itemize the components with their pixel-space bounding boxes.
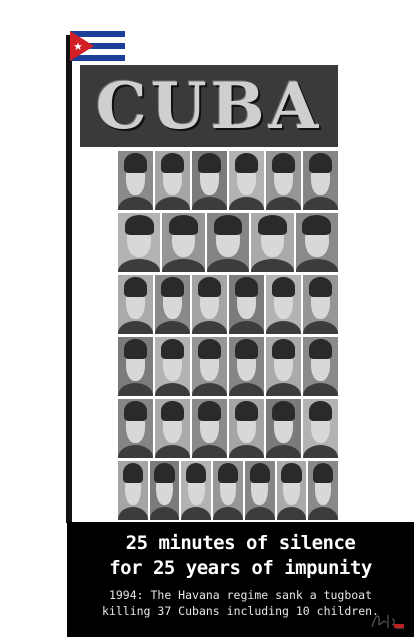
- flag-pole: [66, 35, 72, 523]
- photo-row: [118, 275, 338, 334]
- victim-portrait: [308, 461, 338, 520]
- victim-portrait: [266, 275, 301, 334]
- victim-portrait: [155, 337, 190, 396]
- victim-portrait: [192, 151, 227, 210]
- artist-signature: [370, 611, 406, 631]
- victim-portrait: [229, 151, 264, 210]
- victim-portrait: [277, 461, 307, 520]
- victim-portrait: [118, 399, 153, 458]
- victim-portrait: [155, 151, 190, 210]
- victim-portrait: [303, 151, 338, 210]
- victim-portrait: [303, 399, 338, 458]
- victim-portrait: [303, 337, 338, 396]
- victim-portrait: [213, 461, 243, 520]
- victim-portrait: [245, 461, 275, 520]
- photo-row: [118, 213, 338, 272]
- subtext-line-1: 1994: The Havana regime sank a tugboat: [108, 588, 373, 602]
- headline-line-2: for 25 years of impunity: [109, 557, 372, 579]
- cuba-banner: [80, 65, 338, 147]
- victim-portrait: [229, 399, 264, 458]
- victim-portrait: [266, 399, 301, 458]
- victim-portrait: [118, 151, 153, 210]
- victim-portrait: [229, 275, 264, 334]
- victim-portrait: [162, 213, 204, 272]
- victim-portrait: [181, 461, 211, 520]
- victim-portrait: [118, 461, 148, 520]
- victim-portrait: [118, 337, 153, 396]
- victim-portrait: [229, 337, 264, 396]
- photo-row: [118, 151, 338, 210]
- photo-row: [118, 337, 338, 396]
- victim-portrait: [155, 399, 190, 458]
- victim-portrait: [150, 461, 180, 520]
- victim-portrait: [303, 275, 338, 334]
- victim-portrait: [155, 275, 190, 334]
- victim-portrait: [192, 399, 227, 458]
- victim-portrait: [192, 337, 227, 396]
- victim-portrait: [118, 213, 160, 272]
- victim-portrait: [266, 151, 301, 210]
- headline-line-1: 25 minutes of silence: [125, 532, 356, 554]
- banner-title: CUBA: [95, 68, 323, 144]
- subtext-line-2: killing 37 Cubans including 10 children.: [102, 604, 379, 618]
- victims-photo-grid: [118, 150, 338, 522]
- cuban-flag-icon: [70, 31, 125, 61]
- caption-box: [67, 522, 414, 637]
- victim-portrait: [118, 275, 153, 334]
- victim-portrait: [266, 337, 301, 396]
- victim-portrait: [192, 275, 227, 334]
- photo-row: [118, 399, 338, 458]
- photo-row: [118, 461, 338, 520]
- victim-portrait: [251, 213, 293, 272]
- victim-portrait: [207, 213, 249, 272]
- victim-portrait: [296, 213, 338, 272]
